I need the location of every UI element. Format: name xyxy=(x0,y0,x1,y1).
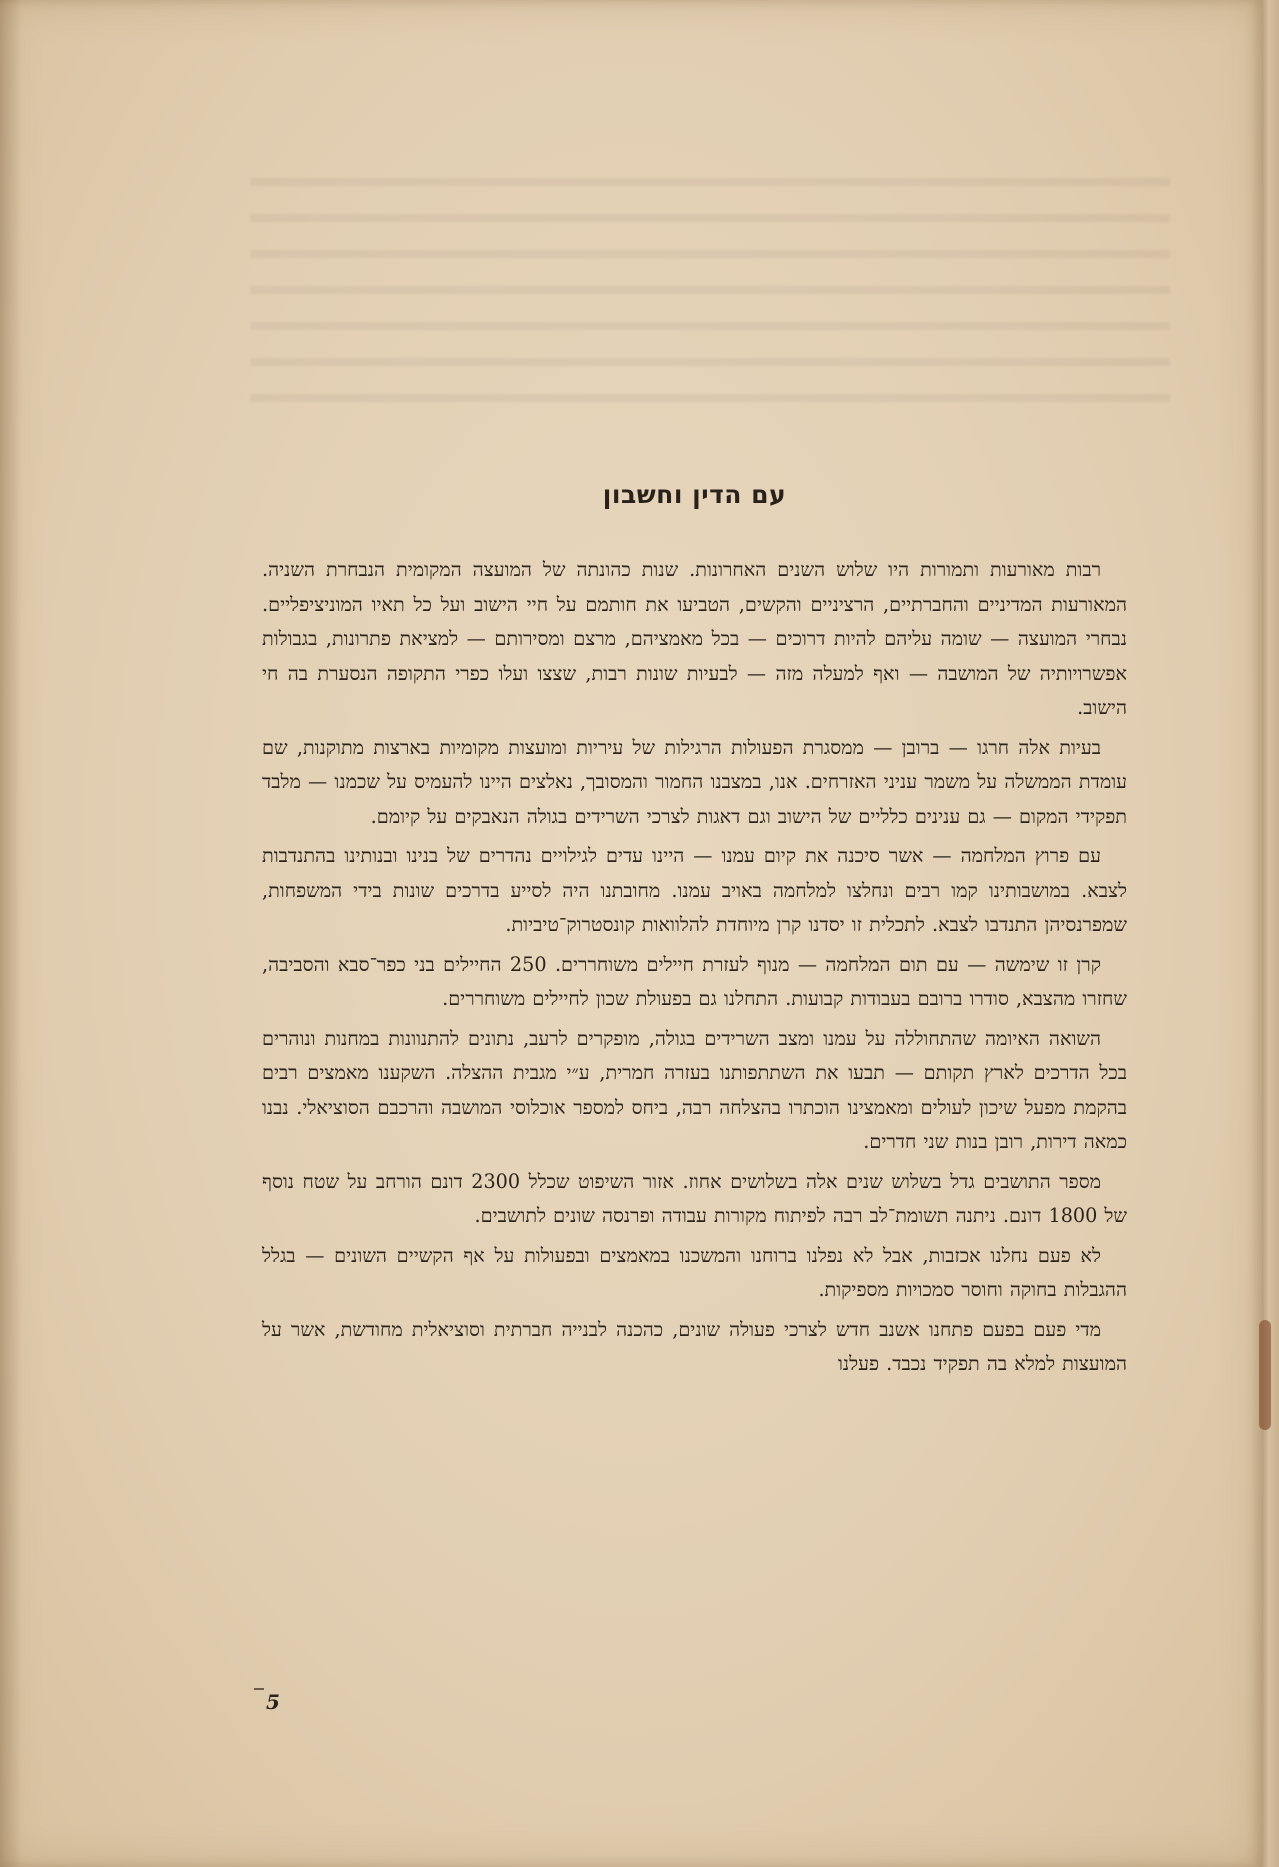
page-number: 5 xyxy=(266,1690,280,1714)
paragraph: בעיות אלה חרגו — ברובן — ממסגרת הפעולות הרגילות של עיריות ומועצות מקומיות בארצות מתוקנות, שם עומדת הממשלה על משמר עניני האזרחים. אנו, במצבנו החמור והמסובך, נאלצים היינו להעמיס על שכמנו — מלבד תפקידי המקום — גם ענינים כלליים של הישוב וגם דאגות לצרכי השרידים בגולה הנאבקים על קיומם. xyxy=(262,735,1127,828)
folio-mark xyxy=(254,1688,264,1690)
paragraph: מספר התושבים גדל בשלוש שנים אלה בשלושים אחוז. אזור השיפוט שכלל 2300 דונם הורחב על שטח נוסף של 1800 דונם. ניתנה תשומת־לב רבה לפיתוח מקורות עבודה ופרנסה שונים לתושבים. xyxy=(262,1169,1127,1227)
paragraph: קרן זו שימשה — עם תום המלחמה — מנוף לעזרת חיילים משוחררים. 250 החיילים בני כפר־סבא והסביבה, שחזרו מהצבא, סודרו ברובם בעבודות קבועות. התחלנו גם בפעולת שכון לחיילים משוחררים. xyxy=(262,952,1127,1010)
paragraph: מדי פעם בפעם פתחנו אשנב חדש לצרכי פעולה שונים, כהכנה לבנייה חברתית וסוציאלית מחודשת, אשר על המועצות למלא בה תפקיד נכבד. פעלנו xyxy=(262,1317,1127,1375)
paragraph: השואה האיומה שהתחוללה על עמנו ומצב השרידים בגולה, מופקרים לרעב, נתונים להתנוונות במחנות ונוהרים בכל הדרכים לארץ תקותם — תבעו את השתתפותנו בעזרה חמרית, ע״י מגבית ההצלה. השקענו מאמצים רבים בהקמת מפעל שיכון לעולים ומאמצינו הוכתרו בהצלחה רבה, ביחס למספר אוכלוסי המושבה והרכבם הסוציאלי. נבנו כמאה דירות, רובן בנות שני חדרים. xyxy=(262,1026,1127,1153)
paper-stain xyxy=(1259,1320,1271,1430)
document-title: עם הדין וחשבון xyxy=(602,480,787,509)
page-edge xyxy=(1262,0,1279,1867)
paragraph: רבות מאורעות ותמורות היו שלוש השנים האחרונות. שנות כהונתה של המועצה המקומית הנבחרת השניה. המאורעות המדיניים והחברתיים, הרציניים והקשים, הטביעו את חותמם על חיי הישוב ועל כל תאיו המוניציפליים. נבחרי המועצה — שומה עליהם להיות דרוכים — בכל מאמציהם, מרצם ומסירותם — למציאת פתרונות, בגבולות אפשרויותיה של המושבה — ואף למעלה מזה — לבעיות שונות רבות, שצצו ועלו כפרי התקופה הנסערת בה חי הישוב. xyxy=(262,558,1127,719)
document-body xyxy=(262,480,1127,1387)
paragraph: לא פעם נחלנו אכזבות, אבל לא נפלנו ברוחנו והמשכנו במאמצים ובפעולות על אף הקשיים השונים — בגלל ההגבלות בחוקה וחוסר סמכויות מספיקות. xyxy=(262,1243,1127,1301)
bleed-through-text xyxy=(250,160,1170,410)
binding-shadow xyxy=(0,0,22,1867)
paragraph: עם פרוץ המלחמה — אשר סיכנה את קיום עמנו — היינו עדים לגילויים נהדרים של בנינו ובנותינו בהתנדבות לצבא. במושבותינו קמו רבים ונחלצו למלחמה באויב עמנו. מחובתנו היה לסייע בדרכים שונות בידי המשפחות, שמפרנסיהן התנדבו לצבא. לתכלית זו יסדנו קרן מיוחדת להלוואות קונסטרוק־טיביות. xyxy=(262,844,1127,936)
